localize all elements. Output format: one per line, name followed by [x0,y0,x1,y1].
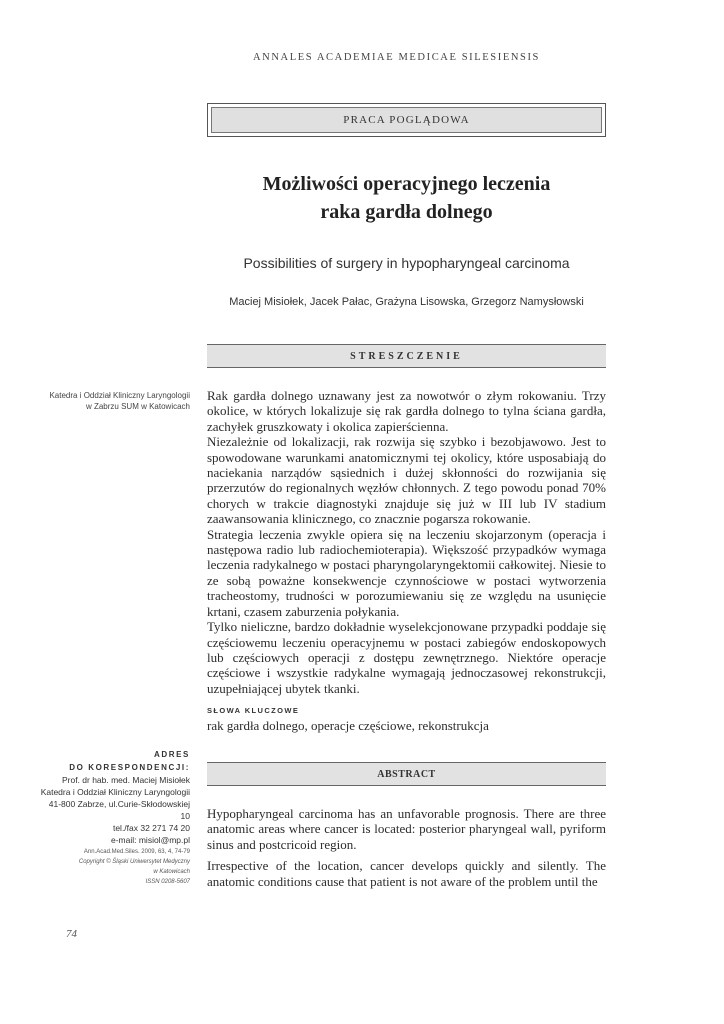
affiliation-line: Katedra i Oddział Kliniczny Laryngologii [49,391,190,400]
abstract-polish [207,388,606,696]
abstract-paragraph: Tylko nieliczne, bardzo dokładnie wyselekcjonowane przypadki poddaje się częściowemu leczeniu operacyjnemu w postaci zabiegów endoskopowych lub częściowych operacji z dostępu zewnętrznego. Niektóre operacje częściowe i wszystkie radykalne wymagają jednoczasowej rekonstrukcji, uzupełniającej ubytek tkanki. [207,619,606,696]
title-line-1: Możliwości operacyjnego leczenia [262,173,551,195]
correspondence-line: 41-800 Zabrze, ul.Curie-Skłodowskiej 10 [48,799,190,821]
correspondence-line: Prof. dr hab. med. Maciej Misiołek [61,775,190,785]
correspondence-line: Katedra i Oddział Kliniczny Laryngologii [40,787,190,797]
title-line-2: raka gardła dolnego [320,201,493,223]
affiliation [40,390,190,412]
citation-block [40,847,190,887]
issn: ISSN 0208-5607 [145,879,190,885]
article-type-box [207,103,606,137]
authors: Maciej Misiołek, Jacek Pałac, Grażyna Lisowska, Grzegorz Namysłowski [229,296,584,308]
affiliation-line: w Zabrzu SUM w Katowicach [85,402,190,411]
abstract-paragraph: Irrespective of the location, cancer develops quickly and silently. The anatomic conditions cause that patient is not aware of the problem until the [207,858,606,889]
copyright-line: w Katowicach [153,869,190,875]
copyright-line: Copyright © Śląski Uniwersytet Medyczny [78,859,190,865]
article-title [207,170,606,226]
journal-name: ANNALES ACADEMIAE MEDICAE SILESIENSIS [253,52,540,63]
article-type-label: PRACA POGLĄDOWA [211,107,602,133]
citation-ref: Ann.Acad.Med.Siles. 2009, 63, 4, 74-79 [83,849,190,855]
correspondence-block [40,748,190,846]
section-header-abstract: ABSTRACT [207,762,606,786]
correspondence-label: DO KORESPONDENCJI: [69,763,190,772]
keywords: rak gardła dolnego, operacje częściowe, rekonstrukcja [207,718,489,733]
page-number: 74 [66,928,77,940]
abstract-paragraph: Rak gardła dolnego uznawany jest za nowotwór o złym rokowaniu. Trzy okolice, w których lokalizuje się rak gardła dolnego to tylna ściana gardła, zachyłek gruszkowaty i okolica zapierścienna. [207,388,606,434]
abstract-paragraph: Niezależnie od lokalizacji, rak rozwija się szybko i bezobjawowo. Jest to spowodowane warunkami anatomicznymi tej okolicy, które usposabiają do naciekania narządów sąsiednich i dużej skłonności do rozwijania się przerzutów do regionalnych węzłów chłonnych. Z tego powodu ponad 70% chorych w trakcie diagnostyki znajduje się już w III lub IV stadium zaawansowania klinicznego, co znacznie pogarsza rokowanie. [207,434,606,527]
abstract-paragraph: Hypopharyngeal carcinoma has an unfavorable prognosis. There are three anatomic areas where cancer is located: posterior pharyngeal wall, pyriform sinus and postcricoid region. [207,806,606,852]
correspondence-label: ADRES [153,750,190,759]
abstract-paragraph: Strategia leczenia zwykle opiera się na leczeniu skojarzonym (operacja i następowa radio lub radiochemioterapia). Większość przypadków wymaga leczenia radykalnego w postaci pharyngolaryngektomii całkowitej. Niesie to ze sobą poważne konsekwencje czynnościowe w postaci wytworzenia tracheostomy, trudności w porozumiewaniu się ze względu na usunięcie krtani, czasem zaburzenia połykania. [207,526,606,619]
keywords-label: SŁOWA KLUCZOWE [207,706,300,715]
correspondence-email: e-mail: misiol@mp.pl [110,835,190,845]
article-subtitle: Possibilities of surgery in hypopharyngeal carcinoma [243,255,570,271]
section-header-streszczenie: STRESZCZENIE [207,344,606,368]
correspondence-line: tel./fax 32 271 74 20 [112,823,190,833]
abstract-english [207,806,606,895]
